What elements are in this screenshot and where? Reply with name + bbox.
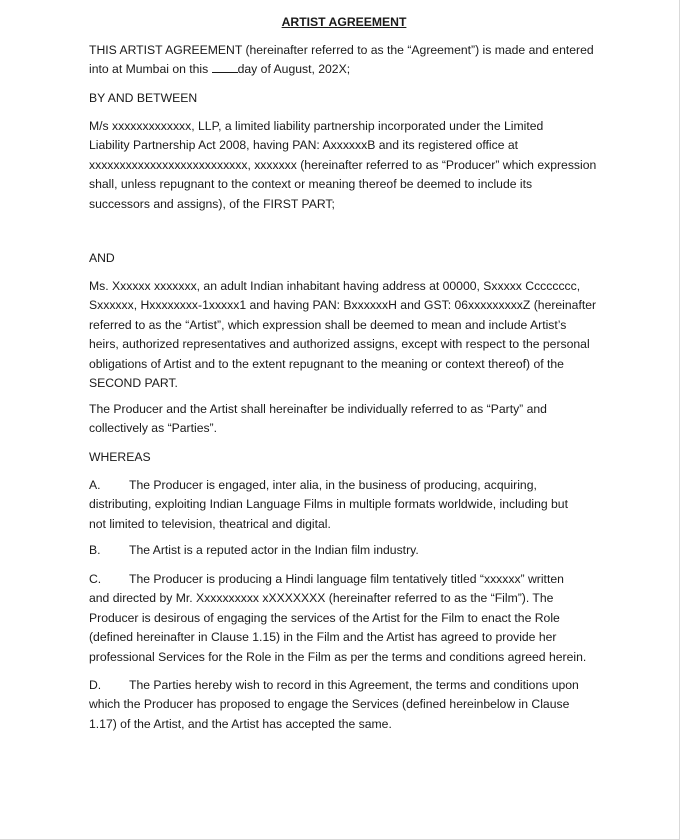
artist-line: heirs, authorized representatives and authorized assigns, except with respect to the personal: [89, 337, 590, 352]
recital-line: 1.17) of the Artist, and the Artist has accepted the same.: [89, 716, 392, 731]
recital-text: The Artist is a reputed actor in the Indian film industry.: [129, 543, 419, 557]
recital-label: D.: [89, 678, 102, 692]
artist-line: SECOND PART.: [89, 375, 178, 390]
artist-line: Ms. Xxxxxx xxxxxxx, an adult Indian inhabitant having address at 00000, Sxxxxx Cccccccc,: [89, 279, 581, 293]
and-heading: [89, 249, 604, 268]
parties-paragraph: [89, 400, 604, 439]
producer-line: shall, unless repugnant to the context or meaning thereof be deemed to include its: [89, 177, 533, 192]
artist-line: referred to as the “Artist”, which expression shall be deemed to mean and include Artist’s: [89, 317, 567, 332]
recital-label: A.: [89, 478, 101, 492]
recital-line: professional Services for the Role in the Film as per the terms and conditions agreed herein.: [89, 649, 587, 664]
recital-text: The Producer is producing a Hindi language film tentatively titled “xxxxxx” written: [129, 572, 564, 586]
recital-line: which the Producer has proposed to engage the Services (defined hereinbelow in Clause: [89, 697, 570, 712]
intro-text-a: into at Mumbai on this: [89, 62, 209, 77]
recital-line: distributing, exploiting Indian Language Films in multiple formats worldwide, including but: [89, 497, 568, 512]
recital-text: The Parties hereby wish to record in this Agreement, the terms and conditions upon: [129, 678, 579, 692]
intro-text-b: day of August, 202X;: [237, 62, 351, 77]
intro-line-2: [89, 60, 604, 79]
whereas-text: WHEREAS: [89, 450, 151, 464]
recital-line: [89, 676, 604, 695]
recital-c: [89, 570, 604, 667]
and-text: AND: [89, 251, 115, 265]
recital-text: The Producer is engaged, inter alia, in the business of producing, acquiring,: [129, 478, 537, 492]
by-and-between-text: BY AND BETWEEN: [89, 91, 198, 105]
recital-line: (defined hereinafter in Clause 1.15) in the Film and the Artist has agreed to provide her: [89, 630, 557, 645]
recital-line: [89, 476, 604, 495]
whereas-heading: [89, 448, 604, 467]
recital-b: [89, 541, 604, 560]
artist-line: Sxxxxxx, Hxxxxxxxx-1xxxxx1 and having PAN: BxxxxxxH and GST: 06xxxxxxxxxZ (hereinafter: [89, 298, 597, 313]
recital-label: C.: [89, 572, 102, 586]
artist-line: obligations of Artist and to the extent repugnant to the meaning or context thereof) of the: [89, 356, 564, 371]
intro-line: THIS ARTIST AGREEMENT (hereinafter referred to as the “Agreement”) is made and entered: [89, 43, 594, 57]
recital-line: and directed by Mr. Xxxxxxxxxx xXXXXXXX (hereinafter referred to as the “Film”). The: [89, 591, 554, 606]
recital-line: [89, 570, 604, 589]
producer-line: xxxxxxxxxxxxxxxxxxxxxxxxxx, xxxxxxx (hereinafter referred to as “Producer” which expression: [89, 157, 597, 172]
date-blank: [212, 60, 238, 73]
artist-paragraph: [89, 277, 604, 393]
recital-line: not limited to television, theatrical and digital.: [89, 516, 331, 531]
intro-paragraph: [89, 41, 604, 80]
recital-d: [89, 676, 604, 734]
parties-line: The Producer and the Artist shall hereinafter be individually referred to as “Party” and: [89, 402, 547, 416]
recital-a: [89, 476, 604, 534]
document-title: ARTIST AGREEMENT: [281, 15, 407, 29]
producer-line: successors and assigns), of the FIRST PART;: [89, 196, 335, 211]
parties-line: collectively as “Parties”.: [89, 421, 218, 436]
producer-paragraph: [89, 117, 604, 214]
recital-label: B.: [89, 543, 101, 557]
recital-line: Producer is desirous of engaging the services of the Artist for the Film to enact the Role: [89, 610, 560, 625]
by-and-between-heading: [89, 89, 604, 108]
producer-line: M/s xxxxxxxxxxxxx, LLP, a limited liability partnership incorporated under the Limited: [89, 119, 544, 133]
recital-line: [89, 541, 604, 560]
producer-line: Liability Partnership Act 2008, having PAN: AxxxxxxB and its registered office at: [89, 138, 519, 153]
